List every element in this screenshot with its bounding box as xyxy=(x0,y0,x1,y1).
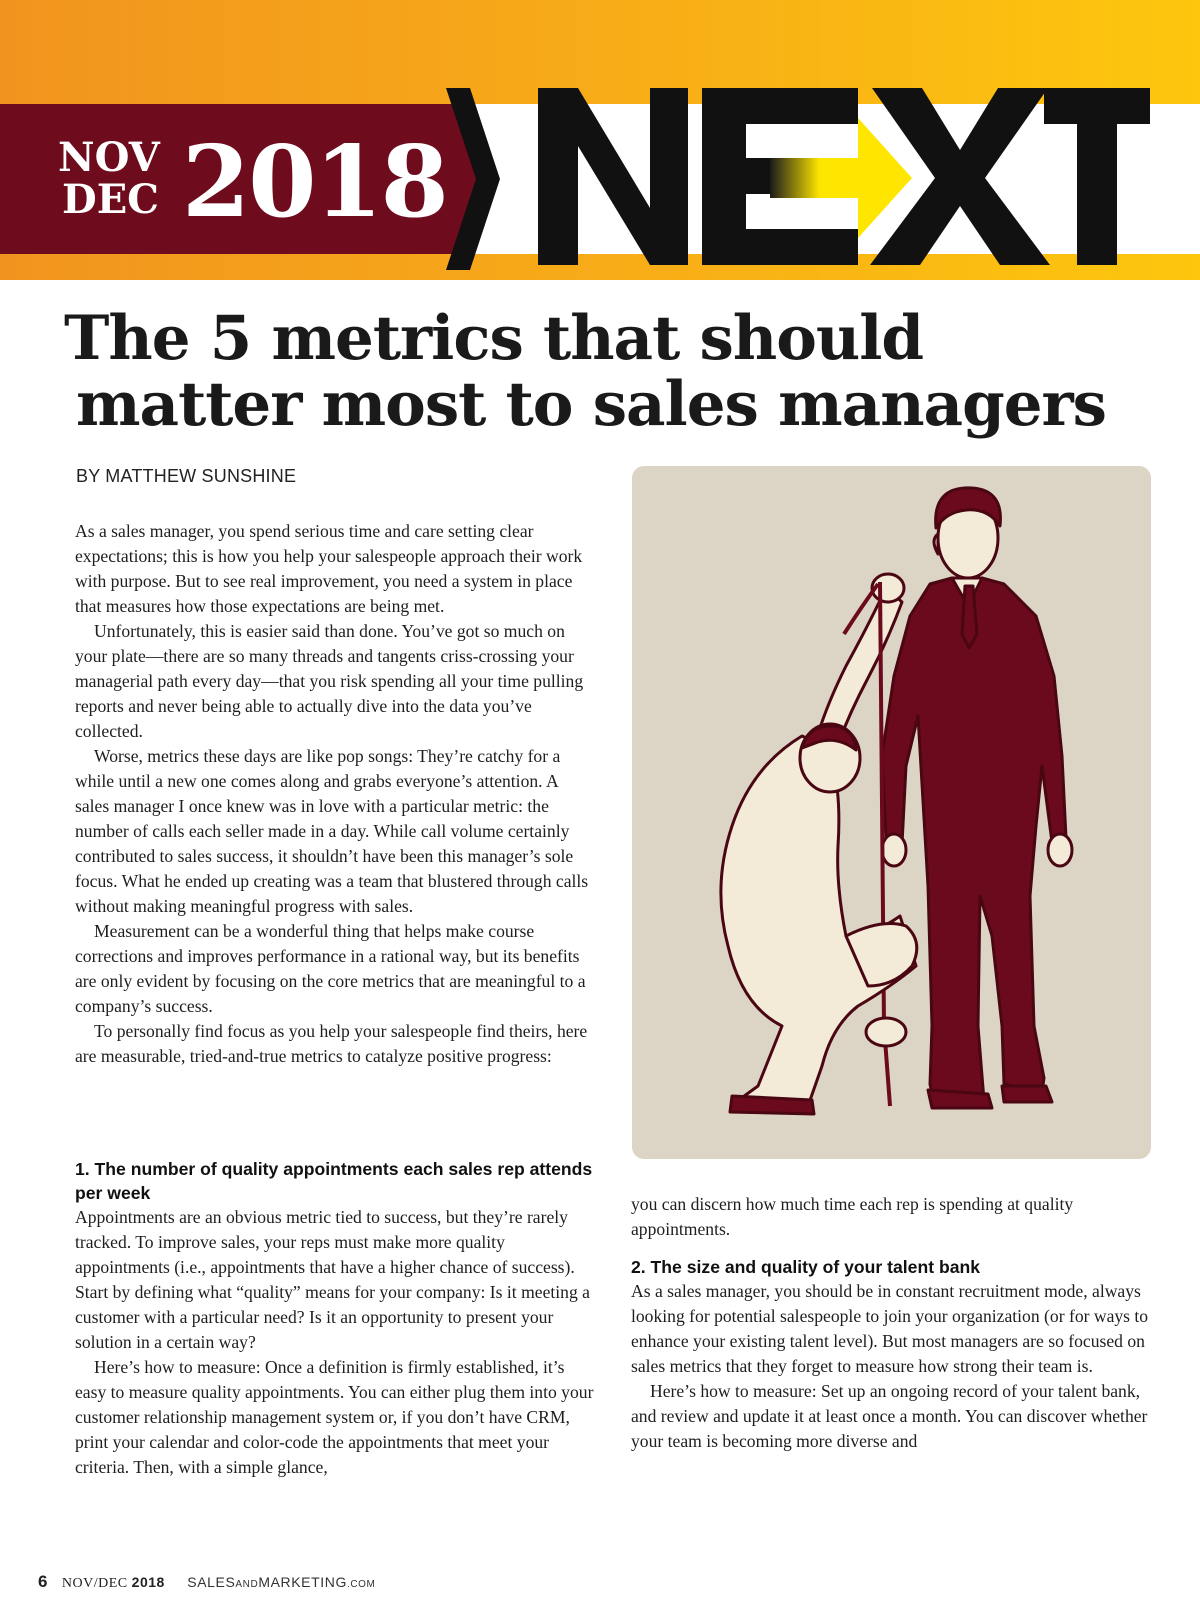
crouching-man-hand xyxy=(866,1018,906,1046)
standing-man-right-hand xyxy=(1048,834,1072,866)
page-footer xyxy=(38,1572,375,1592)
article-intro xyxy=(75,519,595,1069)
intro-paragraph: Measurement can be a wonderful thing that helps make course corrections and improves performance in a rational way, but its benefits are only evident by focusing on the core metrics that are meaningful to a company’s success. xyxy=(75,921,586,1016)
footer-issue xyxy=(62,1576,165,1591)
issue-month-2: DEC xyxy=(62,176,160,223)
issue-tab xyxy=(0,104,490,254)
page-number: 6 xyxy=(38,1572,48,1591)
intro-paragraph: Worse, metrics these days are like pop songs: They’re catchy for a while until a new one comes along and grabs everyone’s attention. A sales manager I once knew was in love with a particular metric: the number of calls each seller made in a day. While call volume certainly contributed to sales success, it shouldn’t have been this manager’s sole focus. What he ended up creating was a team that blustered through calls without making meaningful progress with sales. xyxy=(75,746,589,916)
intro-paragraph: As a sales manager, you spend serious time and care setting clear expectations; this is how you help your salespeople approach their work with purpose. But to see real improvement, you need a system in place that measures how those expectations are being met. xyxy=(75,521,583,616)
illustration-panel xyxy=(632,466,1151,1159)
title-line-1: The 5 metrics that should xyxy=(64,303,924,374)
footer-issue-year: 2018 xyxy=(131,1574,165,1590)
article-title xyxy=(64,303,1174,440)
section-2-heading: 2. The size and quality of your talent bank xyxy=(631,1257,981,1277)
footer-site-part-4: .COM xyxy=(346,1579,376,1590)
section-1-paragraph: Here’s how to measure: Once a definition is firmly established, it’s easy to measure quality appointments. You can either plug them into your customer relationship management system or, if you don’t have CRM, print your calendar and color-code the appointments that meet your criteria. Then, with a simple glance, xyxy=(75,1357,594,1477)
footer-site-part-3: MARKETING xyxy=(258,1574,347,1590)
section-2-paragraph: As a sales manager, you should be in constant recruitment mode, always looking for potential salespeople to join your organization (or for ways to enhance your existing talent level). But most managers are so focused on sales metrics that they forget to measure how strong their team is. xyxy=(631,1281,1149,1376)
title-line-2: matter most to sales managers xyxy=(76,369,1107,440)
intro-paragraph: To personally find focus as you help your salespeople find theirs, here are measurable, tried-and-true metrics to catalyze positive progress: xyxy=(75,1021,588,1066)
footer-issue-prefix: NOV/DEC xyxy=(61,1576,132,1591)
section-1-paragraph: Appointments are an obvious metric tied to success, but they’re rarely tracked. To improve sales, your reps must make more quality appointments (i.e., appointments that have a higher chance of success). Start by defining what “quality” means for your company: Is it meeting a customer with a particular need? Is it an opportunity to present your solution in a certain way? xyxy=(75,1207,590,1352)
standing-man-left-hand xyxy=(882,834,906,866)
salesmen-illustration xyxy=(632,466,1151,1159)
standing-man-body xyxy=(882,578,1066,1100)
standing-man-ear xyxy=(934,534,938,554)
crouching-man-shoe xyxy=(730,1096,814,1114)
section-1-heading: 1. The number of quality appointments each sales rep attends per week xyxy=(75,1159,593,1203)
footer-site-part-2: AND xyxy=(235,1579,259,1590)
byline: BY MATTHEW SUNSHINE xyxy=(76,466,297,486)
issue-year: 2018 xyxy=(182,125,447,240)
right-column xyxy=(631,1192,1156,1454)
footer-site-part-1: SALES xyxy=(187,1574,236,1590)
footer-site xyxy=(187,1574,375,1590)
standing-man-tie xyxy=(962,586,977,648)
issue-month-1: NOV xyxy=(58,134,160,181)
section-1 xyxy=(75,1157,595,1480)
section-1-continued: you can discern how much time each rep is spending at quality appointments. xyxy=(631,1194,1074,1239)
intro-paragraph: Unfortunately, this is easier said than done. You’ve got so much on your plate—there are so many threads and tangents criss-crossing your managerial path every day—that you risk spending all your time pulling reports and never being able to actually dive into the data you’ve collected. xyxy=(75,621,584,741)
section-2-paragraph: Here’s how to measure: Set up an ongoing record of your talent bank, and review and update it at least once a month. You can discover whether your team is becoming more diverse and xyxy=(631,1381,1148,1451)
